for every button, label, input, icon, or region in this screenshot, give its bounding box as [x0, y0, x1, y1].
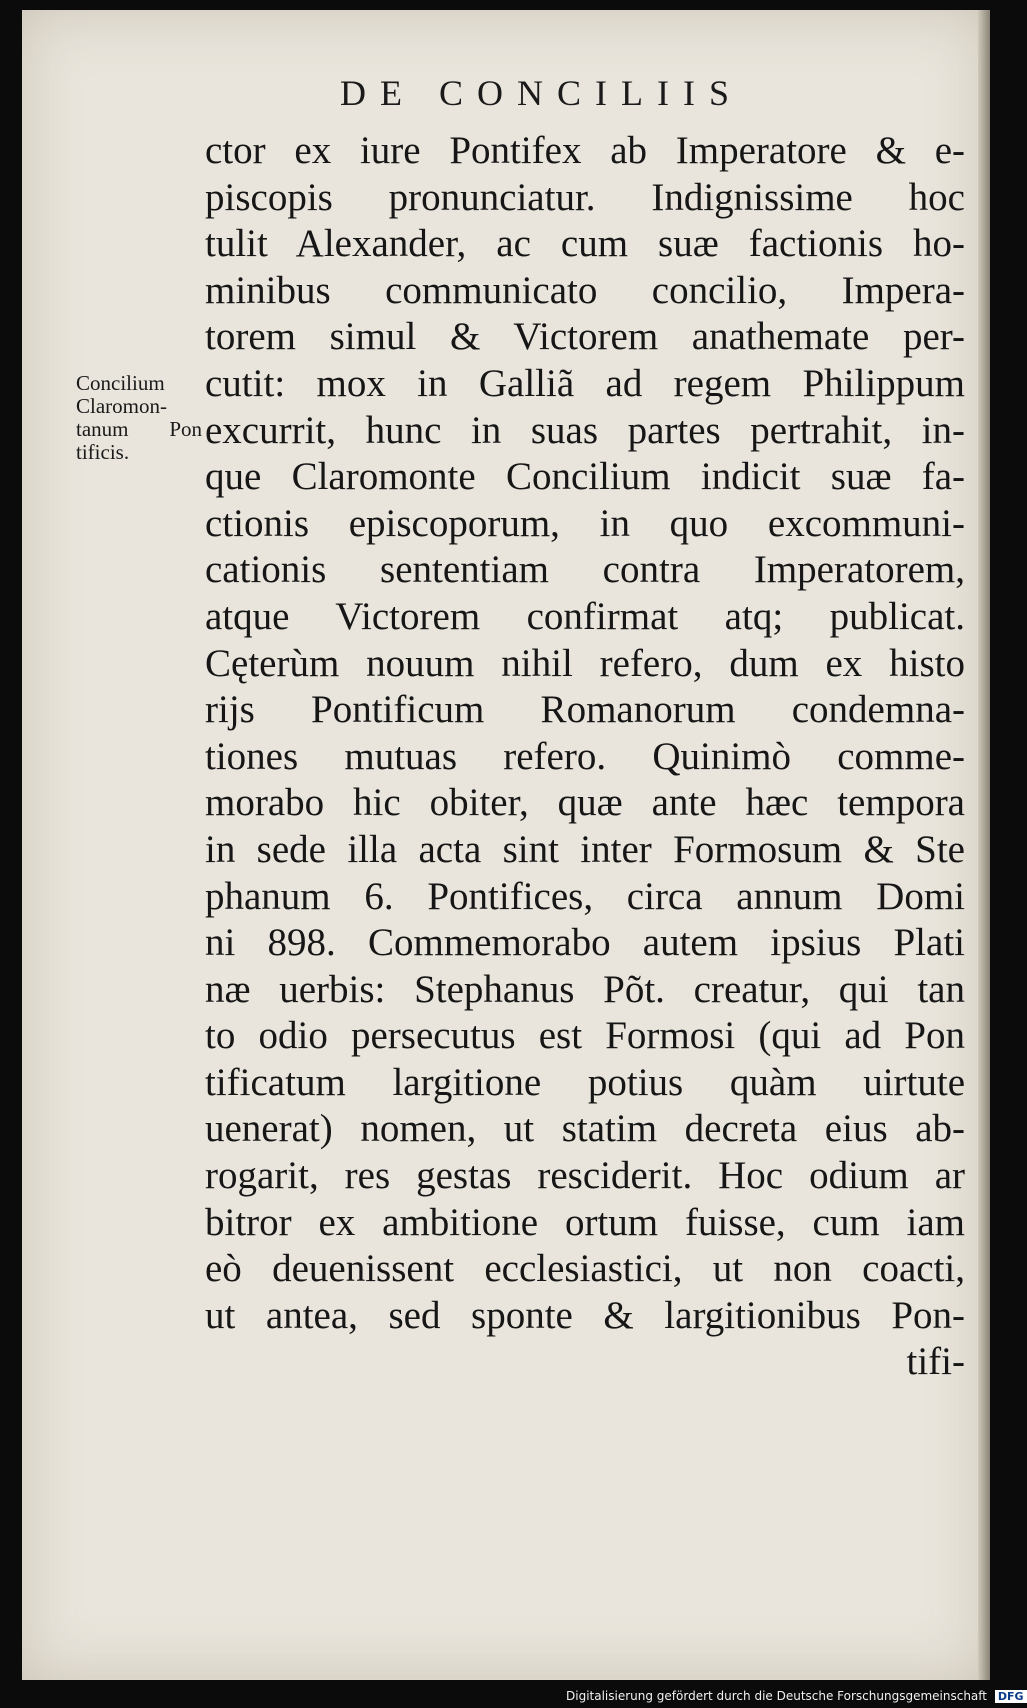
text-line: ni 898. Commemorabo autem ipsius Plati	[205, 921, 965, 965]
text-line: in sede illa acta sint inter Formosum & Ste	[205, 827, 965, 871]
marginal-note-line: Concilium	[76, 371, 165, 395]
text-line: eò deuenissent ecclesiastici, ut non coacti,	[205, 1247, 965, 1291]
marginal-note	[76, 372, 202, 464]
text-line: bitror ex ambitione ortum fuisse, cum iam	[205, 1200, 965, 1244]
text-line: tulit Alexander, ac cum suæ factionis ho-	[205, 222, 965, 266]
text-line: uenerat) nomen, ut statim decreta eius ab-	[205, 1107, 965, 1151]
text-line: to odio persecutus est Formosi (qui ad Pon	[205, 1014, 965, 1058]
marginal-note-line: tificis.	[76, 440, 130, 464]
text-line: phanum 6. Pontifices, circa annum Domi	[205, 874, 965, 918]
text-line: morabo hic obiter, quæ ante hæc tempora	[205, 781, 965, 825]
text-line: Cęterùm nouum nihil refero, dum ex histo	[205, 641, 965, 685]
text-line: næ uerbis: Stephanus Põt. creatur, qui tan	[205, 967, 965, 1011]
text-line: rijs Pontificum Romanorum condemna-	[205, 688, 965, 732]
text-line: tiones mutuas refero. Quinimò comme-	[205, 734, 965, 778]
text-line: piscopis pronunciatur. Indignissime hoc	[205, 175, 965, 219]
dfg-logo[interactable]: DFG	[995, 1690, 1027, 1703]
marginal-note-line: Claromon-	[76, 394, 167, 418]
marginal-note-line: tanum Pon	[76, 417, 202, 441]
page-edge	[978, 10, 990, 1680]
text-line: cutit: mox in Galliã ad regem Philippum	[205, 361, 965, 405]
text-line: ctor ex iure Pontifex ab Imperatore & e-	[205, 129, 965, 172]
text-line: minibus communicato concilio, Impera-	[205, 268, 965, 312]
text-line: rogarit, res gestas resciderit. Hoc odium ar	[205, 1154, 965, 1198]
digitization-credit	[566, 1689, 1027, 1703]
running-head: DE CONCILIIS	[340, 73, 743, 113]
footer-text: Digitalisierung gefördert durch die Deutsche Forschungsgemeinschaft	[566, 1689, 988, 1703]
text-line: que Claromonte Concilium indicit suæ fa-	[205, 455, 965, 499]
text-line: ctionis episcoporum, in quo excommuni-	[205, 501, 965, 545]
text-line: tificatum largitione potius quàm uirtute	[205, 1060, 965, 1104]
text-line: atque Victorem confirmat atq; publicat.	[205, 594, 965, 638]
text-line: ut antea, sed sponte & largitionibus Pon-	[205, 1293, 965, 1337]
catchword: tifi-	[906, 1340, 965, 1384]
body-text	[205, 128, 965, 1386]
text-line: cationis sententiam contra Imperatorem,	[205, 548, 965, 592]
text-line: torem simul & Victorem anathemate per-	[205, 315, 965, 359]
text-line: excurrit, hunc in suas partes pertrahit, in-	[205, 408, 965, 452]
